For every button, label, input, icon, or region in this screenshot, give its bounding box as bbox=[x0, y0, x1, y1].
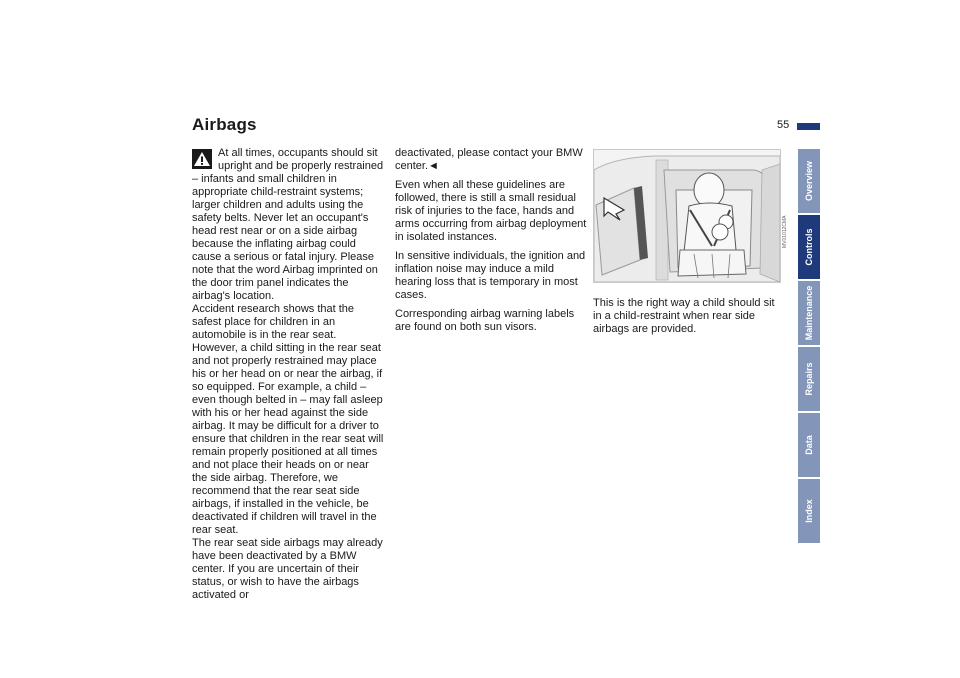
tab-controls[interactable] bbox=[798, 215, 820, 279]
body-paragraph: deactivated, please contact your BMW center.◄ bbox=[395, 147, 583, 172]
body-paragraph: The rear seat side airbags may already have been deactivated by a BMW center. If you are uncertain of their status, or wish to have the airbags activated or bbox=[192, 537, 383, 601]
tab-index[interactable] bbox=[798, 479, 820, 543]
figure-code: MV01012CMA bbox=[782, 215, 788, 248]
tab-overview[interactable] bbox=[798, 149, 820, 213]
figure-caption: This is the right way a child should sit in a child-restraint when rear side airbags are provided. bbox=[593, 297, 775, 335]
tab-label: Controls bbox=[804, 228, 814, 266]
body-paragraph: Even when all these guidelines are followed, there is still a small residual risk of injuries to the face, hands and arms occurring from airbag deployment in isolated instances. bbox=[395, 179, 587, 243]
text-column-2 bbox=[395, 147, 587, 334]
tab-data[interactable] bbox=[798, 413, 820, 477]
tab-label: Overview bbox=[804, 160, 814, 202]
page-marker bbox=[797, 123, 820, 130]
page-number: 55 bbox=[777, 119, 790, 131]
tab-repairs[interactable] bbox=[798, 347, 820, 411]
text-column-3 bbox=[593, 297, 785, 336]
tab-label: Maintenance bbox=[804, 285, 814, 341]
warning-triangle-icon bbox=[192, 149, 212, 171]
tab-label: Data bbox=[804, 435, 814, 455]
tab-label: Repairs bbox=[804, 362, 814, 396]
body-paragraph: In sensitive individuals, the ignition and inflation noise may induce a mild hearing loss that is temporary in most cases. bbox=[395, 250, 586, 301]
tab-maintenance[interactable] bbox=[798, 281, 820, 345]
child-seat-illustration bbox=[593, 149, 781, 283]
body-paragraph: Accident research shows that the safest place for children in an automobile is in the rear seat. However, a child sitting in the rear seat and not properly restrained may place his or her head on or near the airbag, if so equipped. For example, a child – even though belted in – may fall asleep with his or her head against the side airbag. It may be difficult for a driver to ensure that children in the rear seat will remain properly positioned at all times and not place their heads on or near the side airbag. Therefore, we recommend that the rear seat side airbags, if installed in the vehicle, be deactivated if children will travel in the rear seat. bbox=[192, 303, 384, 536]
warning-paragraph: At all times, occupants should sit upright and be properly restrained – infants and small children in appropriate child-restraint systems; larger children and adults using the safety belts. Never let an occupant's head rest near or on a side airbag because the inflating airbag could cause a serious or fatal injury. Please note that the word Airbag imprinted on the door trim panel indicates the airbag's location. bbox=[192, 147, 384, 302]
page-title: Airbags bbox=[192, 115, 257, 134]
section-tabs bbox=[798, 149, 820, 545]
body-paragraph: Corresponding airbag warning labels are found on both sun visors. bbox=[395, 308, 575, 333]
text-column-1 bbox=[192, 147, 384, 602]
tab-label: Index bbox=[804, 499, 814, 523]
